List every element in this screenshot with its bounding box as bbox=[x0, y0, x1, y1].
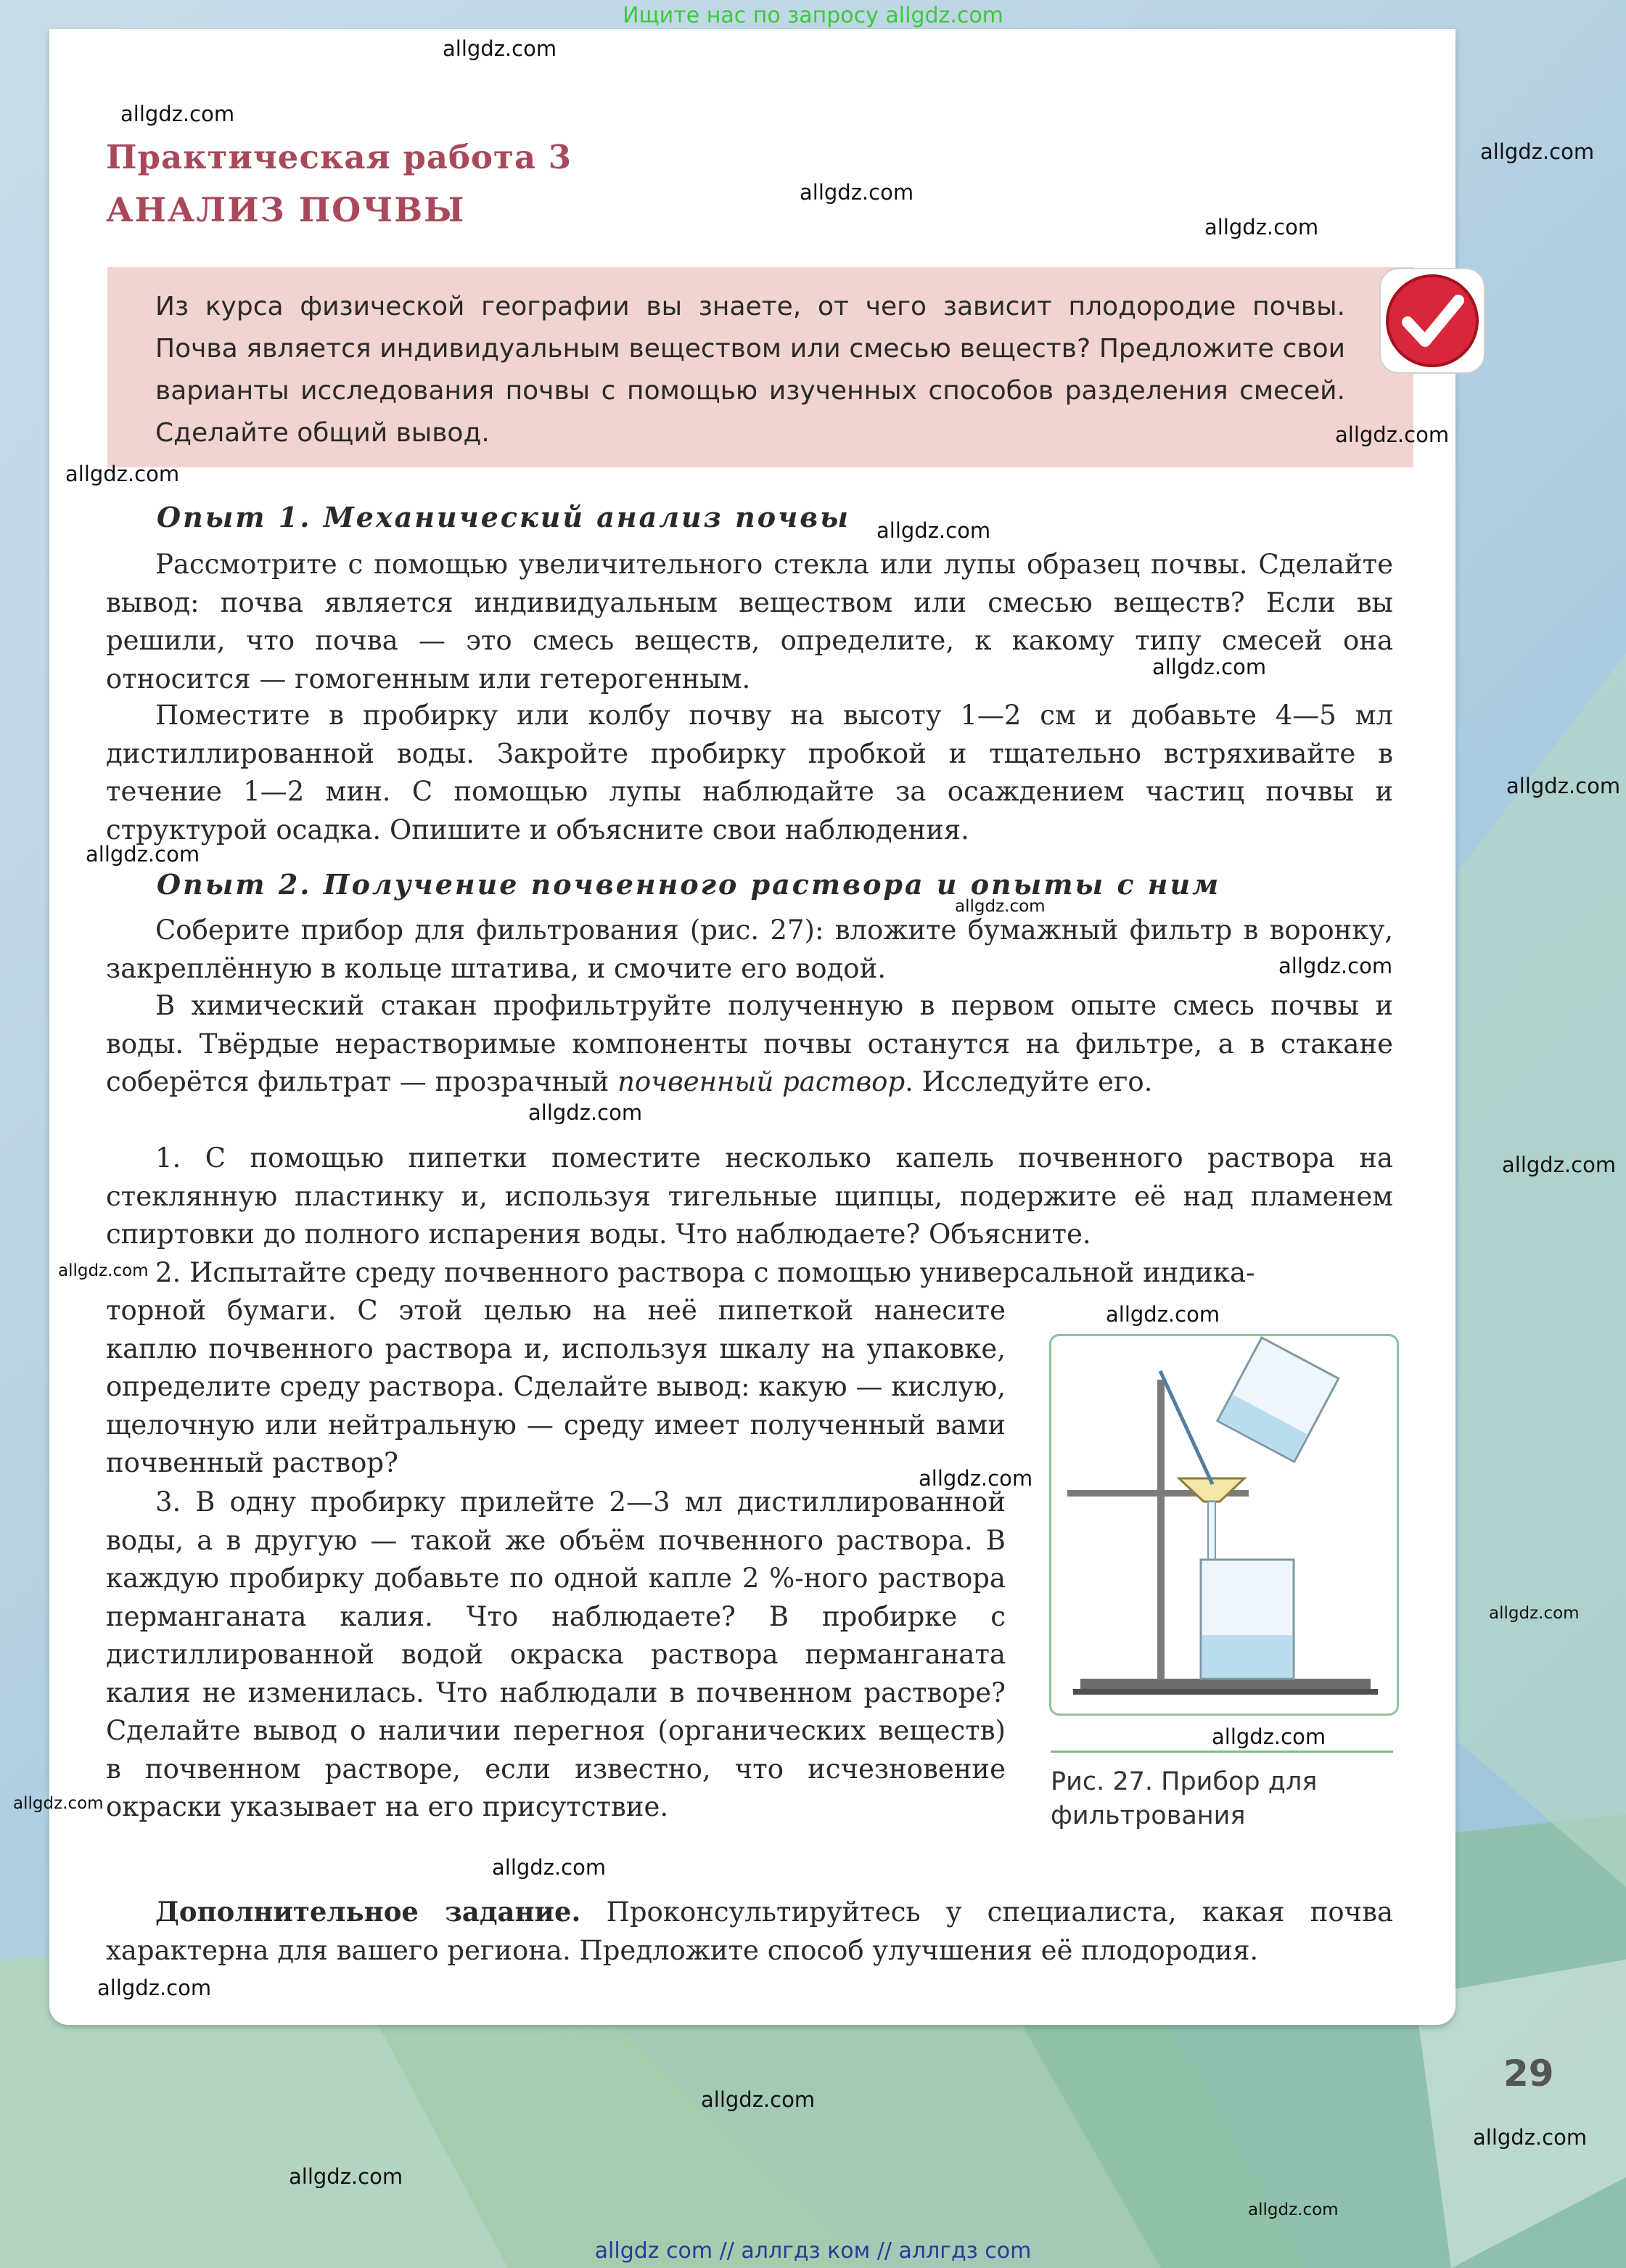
search-banner[interactable]: Ищите нас по запросу allgdz.com bbox=[623, 3, 1003, 28]
watermark: allgdz.com bbox=[492, 1855, 607, 1880]
caption-divider bbox=[1051, 1751, 1393, 1753]
watermark: allgdz.com bbox=[120, 102, 235, 126]
watermark: allgdz.com bbox=[1152, 655, 1267, 679]
experiment-1-title: Опыт 1. Механический анализ почвы bbox=[157, 501, 850, 533]
intro-box bbox=[107, 267, 1413, 467]
watermark: allgdz.com bbox=[701, 2087, 816, 2112]
watermark: allgdz.com bbox=[1506, 774, 1621, 798]
watermark: allgdz.com bbox=[1248, 2201, 1339, 2219]
watermark: allgdz.com bbox=[58, 1261, 149, 1280]
watermark: allgdz.com bbox=[800, 180, 914, 205]
watermark: allgdz.com bbox=[528, 1100, 643, 1125]
step-2-paragraph: торной бумаги. С этой целью на неё пипеткой нанесите каплю почвенного раствора и, используя шкалу на упаковке, определите среду раствора. Сделайте вывод: какую — кислую, щелочную или нейтральную — среду имеет полученный вами почвенный раствор? bbox=[106, 1295, 1006, 1478]
watermark: allgdz.com bbox=[1335, 422, 1450, 447]
step-2-first-line: 2. Испытайте среду почвенного раствора с помощью универсальной индика- bbox=[155, 1257, 1255, 1288]
figure-27 bbox=[1049, 1334, 1399, 1716]
watermark: allgdz.com bbox=[1204, 215, 1319, 240]
practical-work-title: Практическая работа 3 bbox=[106, 138, 572, 176]
step-1-paragraph: 1. С помощью пипетки поместите несколько капель почвенного раствора на стеклянную пластинку и, используя тигельные щипцы, подержите её над пламенем спиртовки до полного испарения воды. Что наблюдаете? Объясните. bbox=[106, 1142, 1393, 1250]
watermark: allgdz.com bbox=[86, 842, 200, 867]
experiment-1-paragraph-1: Рассмотрите с помощью увеличительного стекла или лупы образец почвы. Сделайте вывод: почва является индивидуальным веществом или смесью веществ? Если вы решили, что почва — это смесь веществ, определите, к какому типу смесей она относится — гомогенным или гетерогенным. bbox=[106, 549, 1393, 695]
watermark: allgdz.com bbox=[876, 518, 991, 543]
filtration-apparatus-illustration bbox=[1051, 1336, 1397, 1714]
figure-caption: Рис. 27. Прибор для фильтрования bbox=[1051, 1767, 1318, 1830]
experiment-2-paragraph-1: Соберите прибор для фильтрования (рис. 27): вложите бумажный фильтр в воронку, закреплённую в кольце штатива, и смочите его водой. bbox=[106, 914, 1393, 984]
soil-analysis-heading: АНАЛИЗ ПОЧВЫ bbox=[106, 190, 466, 229]
watermark: allgdz.com bbox=[955, 897, 1046, 916]
intro-text: Из курса физической географии вы знаете, от чего зависит плодородие почвы. Почва является индивидуальным веществом или смесью веществ? Предложите свои варианты исследования почвы с помощью изученных способов разделения смесей. Сделайте общий вывод. bbox=[155, 292, 1345, 448]
experiment-2-paragraph-2: В химический стакан профильтруйте полученную в первом опыте смесь почвы и воды. Твёрдые нерастворимые компоненты почвы останутся на фильтре, а в стакане соберётся фильтрат — прозрачный почвенный раствор. Исследуйте его. bbox=[106, 990, 1393, 1097]
watermark: allgdz.com bbox=[1473, 2125, 1588, 2150]
watermark: allgdz.com bbox=[1212, 1724, 1326, 1749]
checkmark-icon bbox=[1377, 266, 1487, 376]
watermark: allgdz.com bbox=[919, 1466, 1033, 1491]
watermark: allgdz.com bbox=[1278, 954, 1393, 978]
step-3-paragraph: 3. В одну пробирку прилейте 2—3 мл дистиллированной воды, а в другую — такой же объём почвенного раствора. В каждую пробирку добавьте по одной капле 2 %-ного раствора перманганата калия. Что наблюдаете? В пробирке с дистиллированной водой окраска раствора перманганата калия не изменилась. Что наблюдали в почвенном растворе? Сделайте вывод о наличии перегноя (органических веществ) в почвенном растворе, если известно, что исчезновение окраски указывает на его присутствие. bbox=[106, 1486, 1006, 1822]
watermark: allgdz.com bbox=[1480, 139, 1595, 164]
page-number: 29 bbox=[1503, 2052, 1554, 2095]
extra-task: Дополнительное задание. Проконсультируйтесь у специалиста, какая почва характерна для вашего региона. Предложите способ улучшения её плодородия. bbox=[106, 1896, 1394, 1966]
experiment-2-title: Опыт 2. Получение почвенного раствора и опыты с ним bbox=[157, 868, 1221, 901]
watermark: allgdz.com bbox=[13, 1794, 104, 1813]
watermark: allgdz.com bbox=[443, 36, 557, 61]
watermark: allgdz.com bbox=[1106, 1302, 1220, 1327]
watermark: allgdz.com bbox=[97, 1976, 212, 2000]
bottom-links[interactable]: allgdz com // аллгдз ком // аллгдз com bbox=[594, 2238, 1032, 2264]
watermark: allgdz.com bbox=[1502, 1153, 1617, 1177]
experiment-1-paragraph-2: Поместите в пробирку или колбу почву на высоту 1—2 см и добавьте 4—5 мл дистиллированной воды. Закройте пробирку пробкой и тщательно встряхивайте в течение 1—2 мин. С помощью лупы наблюдайте за осаждением частиц почвы и структурой осадка. Опишите и объясните свои наблюдения. bbox=[106, 700, 1393, 846]
watermark: allgdz.com bbox=[65, 462, 180, 486]
watermark: allgdz.com bbox=[1489, 1604, 1580, 1623]
watermark: allgdz.com bbox=[289, 2164, 403, 2189]
